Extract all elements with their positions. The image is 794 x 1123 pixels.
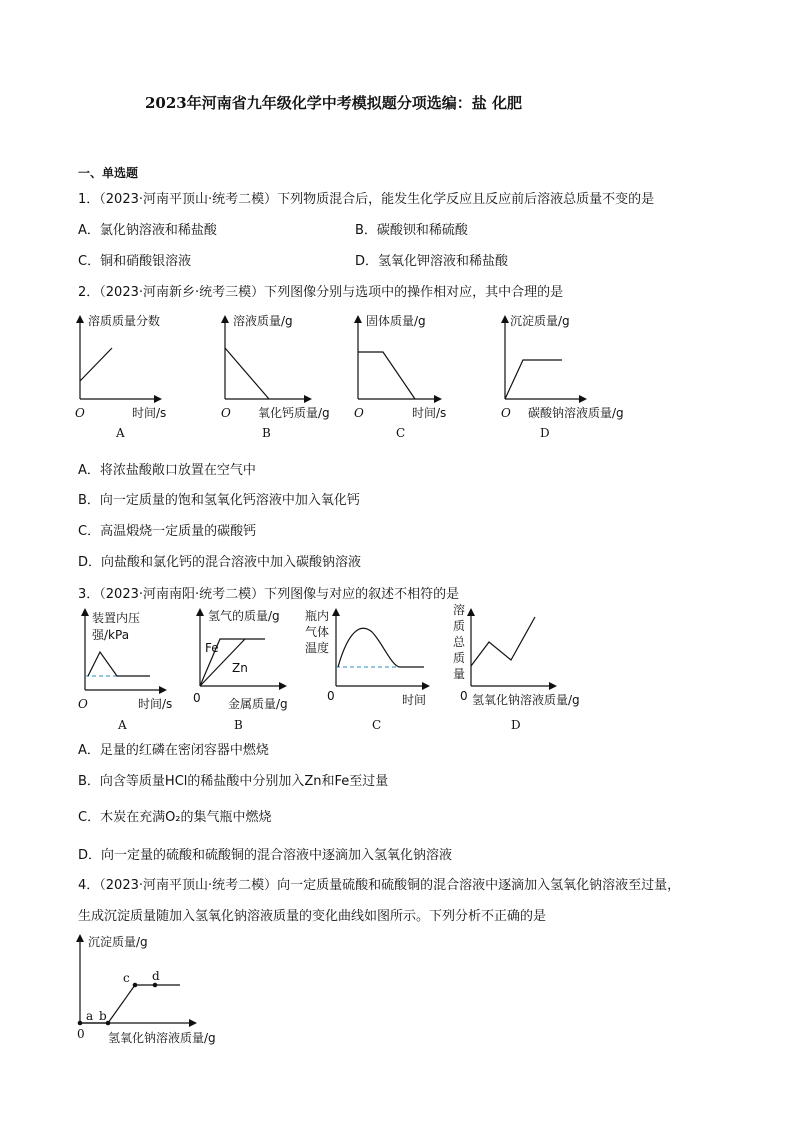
- q2-graph-d: [501, 313, 624, 440]
- q3a-caption: A: [118, 718, 127, 732]
- q4-label-b: b: [99, 1009, 107, 1023]
- q3a-xlabel: 时间/s: [138, 697, 173, 711]
- q1-stem: 1．（2023·河南平顶山·统考二模）下列物质混合后，能发生化学反应且反应前后溶液总质量不变的是: [78, 192, 655, 207]
- q3c-caption: C: [372, 718, 382, 732]
- q3-stem: 3．（2023·河南南阳·统考二模）下列图像与对应的叙述不相符的是: [78, 587, 460, 602]
- q1-option-a: A．氯化钠溶液和稀盐酸: [78, 223, 217, 238]
- q3b-xlabel: 金属质量/g: [228, 697, 288, 711]
- q3-option-a: A．足量的红磷在密闭容器中燃烧: [78, 743, 269, 758]
- q2c-caption: C: [396, 426, 406, 440]
- q1-option-b: B．碳酸钡和稀硫酸: [355, 223, 468, 238]
- q2c-xlabel: 时间/s: [412, 406, 447, 420]
- q3c-ylabel-2: 气体: [305, 625, 330, 639]
- q4-stem-line2: 生成沉淀质量随加入氢氧化钠溶液质量的变化曲线如图所示。下列分析不正确的是: [78, 909, 547, 924]
- q3-option-b: B．向含等质量HCl的稀盐酸中分别加入Zn和Fe至过量: [78, 774, 389, 789]
- q2b-origin: O: [221, 406, 231, 420]
- q4-label-a: a: [86, 1009, 94, 1023]
- q3d-ylabel-5: 量: [453, 667, 466, 681]
- q2d-xlabel: 碳酸钠溶液质量/g: [528, 406, 624, 420]
- q3c-ylabel-3: 温度: [305, 641, 330, 655]
- q3-option-c: C．木炭在充满O₂的集气瓶中燃烧: [78, 810, 272, 825]
- q2a-caption: A: [116, 426, 125, 440]
- q2-graphs: [0, 305, 794, 445]
- q2a-xlabel: 时间/s: [132, 406, 167, 420]
- q4-point-c: [133, 983, 138, 988]
- q2-stem: 2．（2023·河南新乡·统考三模）下列图像分别与选项中的操作相对应，其中合理的是: [78, 285, 564, 300]
- q3d-ylabel-2: 质: [453, 619, 466, 633]
- q3d-curve: [471, 617, 535, 666]
- q3d-origin: 0: [460, 689, 468, 703]
- q2-option-b: B．向一定质量的饱和氢氧化钙溶液中加入氧化钙: [78, 493, 360, 508]
- q3-graph-b: [193, 608, 288, 732]
- q3-option-d: D．向一定量的硫酸和硫酸铜的混合溶液中逐滴加入氢氧化钠溶液: [78, 848, 453, 863]
- q4-curve: [80, 985, 180, 1023]
- q3d-caption: D: [511, 718, 521, 732]
- q4-origin: 0: [77, 1027, 85, 1041]
- q2a-ylabel: 溶质质量分数: [88, 314, 161, 328]
- q3d-xlabel: 氢氧化钠溶液质量/g: [472, 693, 580, 707]
- section-heading: 一、单选题: [78, 166, 139, 180]
- q3a-origin: O: [78, 697, 88, 711]
- q4-label-c: c: [123, 971, 130, 985]
- q4-point-d: [153, 983, 158, 988]
- q2-option-d: D．向盐酸和氯化钙的混合溶液中加入碳酸钠溶液: [78, 555, 362, 570]
- q3b-caption: B: [234, 718, 243, 732]
- q3-graphs: [0, 602, 794, 732]
- q1-option-c: C．铜和硝酸银溶液: [78, 254, 192, 269]
- q2b-xlabel: 氧化钙质量/g: [258, 406, 330, 420]
- q2d-ylabel: 沉淀质量/g: [510, 314, 570, 328]
- q2b-caption: B: [262, 426, 271, 440]
- q4-label-d: d: [152, 969, 160, 983]
- q4-point-a: [78, 1021, 83, 1026]
- q3d-ylabel-4: 质: [453, 651, 466, 665]
- q3c-curve: [338, 628, 424, 667]
- q2b-ylabel: 溶液质量/g: [233, 314, 293, 328]
- q2b-curve: [225, 348, 269, 399]
- q3d-ylabel-3: 总: [453, 635, 466, 649]
- q2d-caption: D: [540, 426, 550, 440]
- q4-stem-line1: 4．（2023·河南平顶山·统考二模）向一定质量硫酸和硫酸铜的混合溶液中逐滴加入氢氧化钠溶液至过量，: [78, 878, 681, 893]
- q2a-origin: O: [75, 406, 85, 420]
- q3b-zn-label: Zn: [232, 661, 248, 675]
- page-title: 2023年河南省九年级化学中考模拟题分项选编：盐 化肥: [145, 94, 522, 112]
- q2-option-a: A．将浓盐酸敞口放置在空气中: [78, 463, 256, 478]
- q3b-ylabel: 氢气的质量/g: [208, 609, 280, 623]
- q2c-origin: O: [354, 406, 364, 420]
- q2d-origin: O: [501, 406, 511, 420]
- q2c-ylabel: 固体质量/g: [366, 314, 426, 328]
- q2c-curve: [358, 352, 415, 399]
- q4-graph: [0, 928, 794, 1053]
- q3-graph-c: [305, 608, 428, 732]
- q3b-origin: 0: [193, 691, 201, 705]
- q4-xlabel: 氢氧化钠溶液质量/g: [108, 1031, 216, 1045]
- q1-option-d: D．氢氧化钾溶液和稀盐酸: [355, 254, 509, 269]
- q3-graph-a: [78, 610, 172, 732]
- q4-ylabel: 沉淀质量/g: [88, 935, 148, 949]
- q2a-curve: [80, 348, 112, 381]
- q3-graph-d: [453, 602, 580, 732]
- q2-option-c: C．高温煅烧一定质量的碳酸钙: [78, 524, 257, 539]
- q2-graph-c: [354, 313, 446, 440]
- q3c-origin: 0: [327, 689, 335, 703]
- q3c-xlabel: 时间: [402, 693, 427, 707]
- q3a-ylabel-2: 强/kPa: [92, 628, 130, 642]
- q2-graph-b: [221, 313, 330, 440]
- q3a-ylabel-1: 装置内压: [92, 611, 141, 625]
- q3a-curve: [88, 652, 150, 676]
- q3b-fe-label: Fe: [205, 641, 219, 655]
- q3c-ylabel-1: 瓶内: [305, 609, 330, 623]
- q3d-ylabel-1: 溶: [453, 603, 466, 617]
- q2d-curve: [505, 360, 562, 399]
- q2-graph-a: [75, 313, 166, 440]
